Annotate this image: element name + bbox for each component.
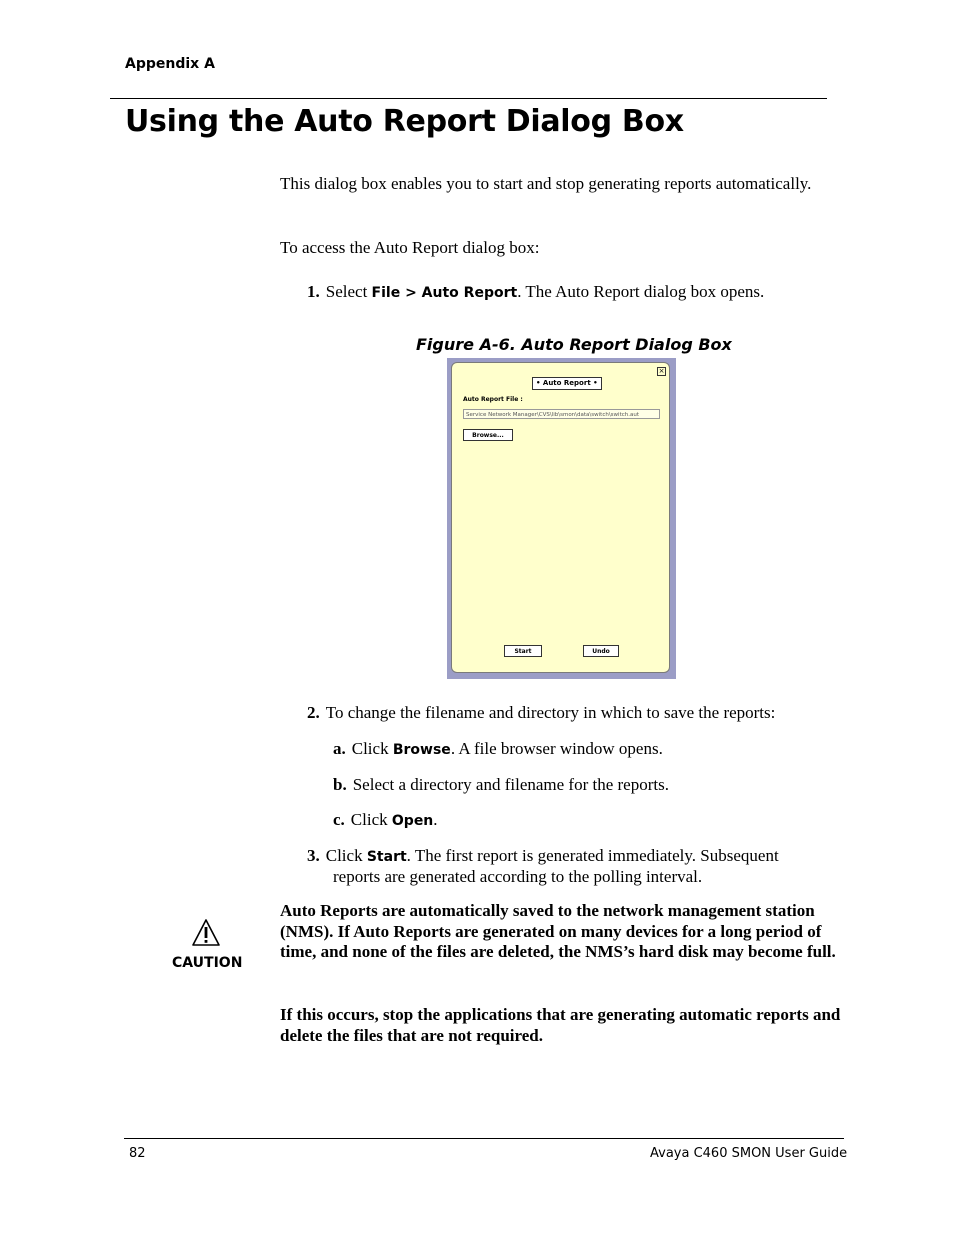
menu-path: File > Auto Report bbox=[371, 285, 518, 301]
step-text: Click bbox=[350, 810, 392, 829]
step-text: . A file browser window opens. bbox=[450, 739, 663, 758]
step-text: . The Auto Report dialog box opens. bbox=[517, 282, 765, 301]
step-text: Click bbox=[325, 846, 367, 865]
step-3 bbox=[307, 846, 837, 887]
step-1 bbox=[307, 282, 764, 303]
step-text: Select bbox=[325, 282, 372, 301]
report-type-menu[interactable]: • Auto Report • bbox=[532, 377, 602, 390]
figure-caption: Figure A-6. Auto Report Dialog Box bbox=[416, 335, 732, 354]
page-number: 82 bbox=[129, 1146, 146, 1161]
running-header: Appendix A bbox=[125, 56, 215, 72]
substep-letter: a. bbox=[333, 739, 346, 758]
caution-paragraph-1: Auto Reports are automatically saved to the network management station (NMS). If Auto Reports are generated on many devices for a long period of time, and none of the files are deleted, the NMS’s hard disk may become full. bbox=[280, 901, 836, 961]
step-text: Click bbox=[351, 739, 393, 758]
file-path-field[interactable]: Service Network Manager\CVS\lib\smon\data\switch\switch.aut bbox=[463, 409, 660, 419]
caution-paragraph-2: If this occurs, stop the applications that are generating automatic reports and delete the files that are not required. bbox=[280, 1005, 841, 1045]
intro-paragraph: This dialog box enables you to start and stop generating reports automatically. bbox=[280, 174, 812, 193]
substep-c bbox=[333, 810, 438, 831]
step-number: 3. bbox=[307, 846, 320, 865]
footer-rule bbox=[124, 1138, 844, 1139]
substep-letter: b. bbox=[333, 775, 347, 794]
file-label: Auto Report File : bbox=[463, 396, 523, 403]
caution-triangle-icon bbox=[191, 918, 221, 948]
browse-button[interactable]: Browse... bbox=[463, 429, 513, 441]
guide-title: Avaya C460 SMON User Guide bbox=[650, 1146, 848, 1161]
access-paragraph: To access the Auto Report dialog box: bbox=[280, 238, 540, 257]
step-text-continued: reports are generated according to the polling interval. bbox=[333, 867, 703, 886]
header-rule bbox=[110, 98, 827, 99]
caution-label: CAUTION bbox=[172, 955, 243, 971]
undo-button[interactable]: Undo bbox=[583, 645, 619, 657]
ui-term: Browse bbox=[392, 742, 451, 758]
step-number: 1. bbox=[307, 282, 320, 301]
step-text: . bbox=[433, 810, 438, 829]
substep-a bbox=[333, 739, 663, 760]
substep-letter: c. bbox=[333, 810, 345, 829]
step-2 bbox=[307, 703, 775, 723]
step-text: . The first report is generated immediately. Subsequent bbox=[406, 846, 779, 865]
step-text: To change the filename and directory in which to save the reports: bbox=[325, 703, 776, 722]
page-title: Using the Auto Report Dialog Box bbox=[125, 104, 684, 139]
ui-term: Start bbox=[366, 849, 407, 865]
step-text: Select a directory and filename for the reports. bbox=[352, 775, 669, 794]
auto-report-dialog bbox=[451, 362, 670, 673]
auto-report-dialog-screenshot bbox=[447, 358, 676, 679]
start-button[interactable]: Start bbox=[504, 645, 542, 657]
substep-b bbox=[333, 775, 669, 795]
step-number: 2. bbox=[307, 703, 320, 722]
ui-term: Open bbox=[391, 813, 434, 829]
close-icon[interactable]: × bbox=[658, 367, 665, 375]
